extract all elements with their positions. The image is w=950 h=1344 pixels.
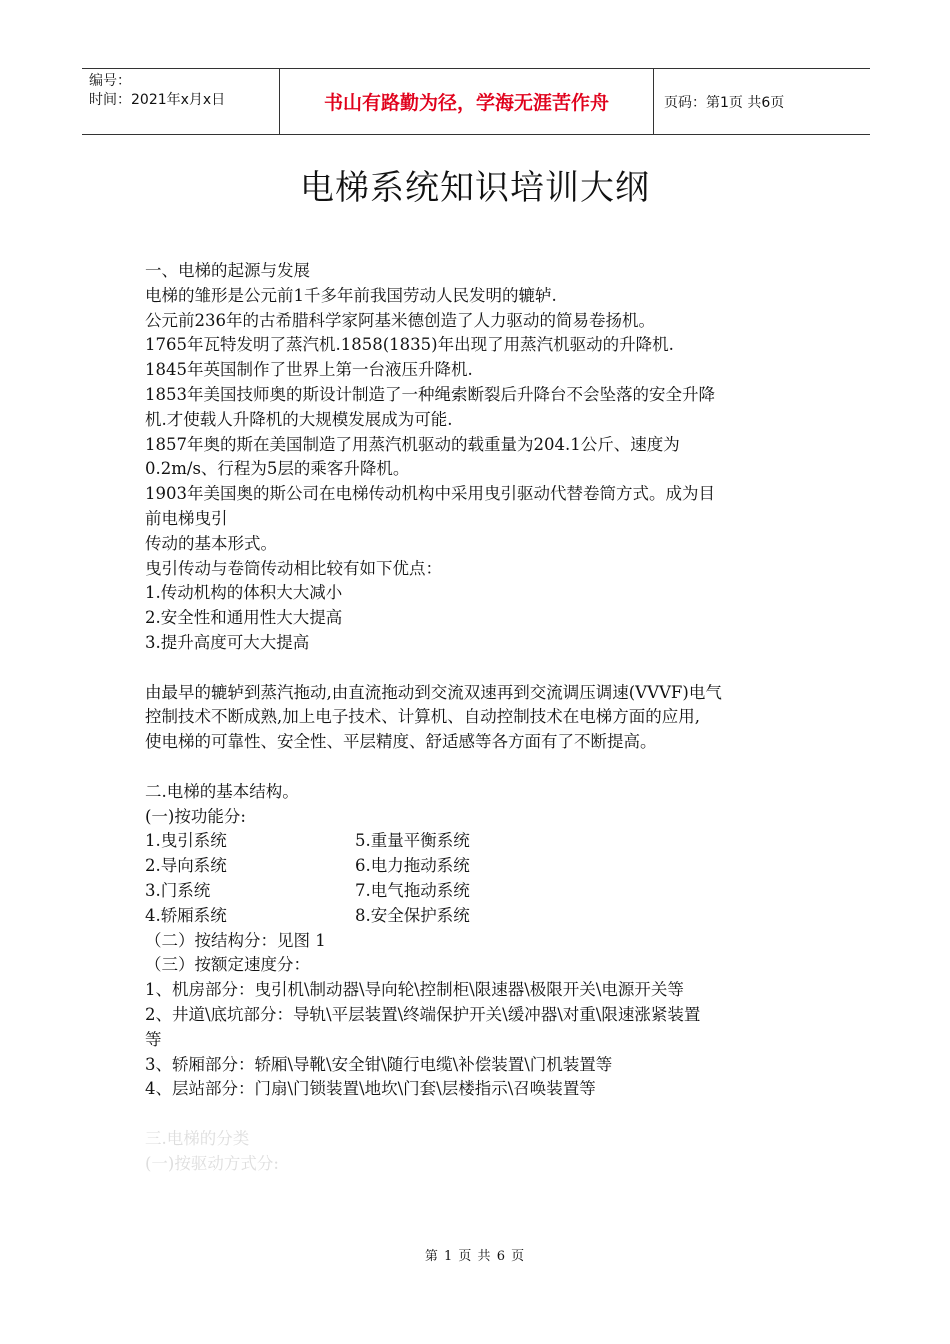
section1-line: 1853年美国技师奥的斯设计制造了一种绳索断裂后升降台不会坠落的安全升降	[145, 384, 715, 404]
function-item: 5.重量平衡系统	[355, 831, 470, 851]
by-drive-heading: (一)按驱动方式分:	[145, 1153, 279, 1173]
section1-line: 电梯的雏形是公元前1千多年前我国劳动人民发明的辘轳.	[145, 285, 557, 305]
section1-heading: 一、电梯的起源与发展	[145, 261, 310, 280]
header-meta	[82, 69, 280, 134]
paragraph-gap	[145, 755, 815, 780]
function-row	[145, 904, 815, 929]
section1-line: 公元前236年的古希腊科学家阿基米德创造了人力驱动的简易卷扬机。	[145, 310, 655, 330]
paragraph-gap	[145, 656, 815, 681]
part-line: 3、轿厢部分：轿厢\导靴\安全钳\随行电缆\补偿装置\门机装置等	[145, 1054, 613, 1074]
by-function-heading: (一)按功能分:	[145, 806, 246, 826]
function-row	[145, 879, 815, 904]
section2-heading: 二.电梯的基本结构。	[145, 781, 299, 801]
function-item: 4.轿厢系统	[145, 905, 227, 925]
part-line: 4、层站部分：门扇\门锁装置\地坎\门套\层楼指示\召唤装置等	[145, 1079, 596, 1099]
header-page-info: 页码：第1页 共6页	[664, 94, 785, 111]
part-line: 2、井道\底坑部分：导轨\平层装置\终端保护开关\缓冲器\对重\限速涨紧装置	[145, 1004, 701, 1024]
section1-line: 曳引传动与卷筒传动相比较有如下优点：	[145, 558, 442, 578]
section1-line: 1903年美国奥的斯公司在电梯传动机构中采用曳引驱动代替卷筒方式。成为目	[145, 484, 715, 504]
function-row	[145, 854, 815, 879]
function-item: 3.门系统	[145, 880, 211, 900]
header-motto: 书山有路勤为径，学海无涯苦作舟	[280, 69, 654, 134]
by-speed-heading: （三）按额定速度分：	[145, 955, 310, 975]
number-label: 编号：	[89, 73, 131, 89]
advantage-item: 3.提升高度可大大提高	[145, 632, 310, 652]
function-row	[145, 829, 815, 854]
section3-heading: 三.电梯的分类	[145, 1128, 250, 1148]
document-body	[145, 259, 815, 1176]
function-item: 1.曳引系统	[145, 831, 227, 851]
advantage-item: 2.安全性和通用性大大提高	[145, 608, 343, 628]
by-structure-heading: （二）按结构分：见图 1	[145, 930, 326, 950]
document-header	[82, 68, 870, 135]
development-paragraph-line: 使电梯的可靠性、安全性、平层精度、舒适感等各方面有了不断提高。	[145, 732, 657, 752]
section1-line: 传动的基本形式。	[145, 533, 277, 553]
development-paragraph-line: 由最早的辘轳到蒸汽拖动,由直流拖动到交流双速再到交流调压调速(VVVF)电气	[145, 682, 722, 702]
page-footer: 第 1 页 共 6 页	[424, 1249, 526, 1264]
function-item: 7.电气拖动系统	[355, 880, 470, 900]
function-item: 6.电力拖动系统	[355, 856, 470, 876]
function-item: 8.安全保护系统	[355, 905, 470, 925]
document-title: 电梯系统知识培训大纲	[300, 168, 650, 208]
section1-line: 机.才使载人升降机的大规模发展成为可能.	[145, 409, 453, 429]
section1-line: 1857年奥的斯在美国制造了用蒸汽机驱动的载重量为204.1公斤、速度为	[145, 434, 680, 454]
section1-line: 1765年瓦特发明了蒸汽机.1858(1835)年出现了用蒸汽机驱动的升降机.	[145, 335, 674, 355]
part-line: 等	[145, 1029, 162, 1049]
paragraph-gap	[145, 1102, 815, 1127]
development-paragraph-line: 控制技术不断成熟,加上电子技术、计算机、自动控制技术在电梯方面的应用,	[145, 707, 700, 727]
advantage-item: 1.传动机构的体积大大减小	[145, 583, 343, 603]
section1-line: 1845年英国制作了世界上第一台液压升降机.	[145, 360, 473, 380]
part-line: 1、机房部分：曳引机\制动器\导向轮\控制柜\限速器\极限开关\电源开关等	[145, 980, 684, 1000]
time-label: 时间：2021年x月x日	[89, 92, 226, 108]
section1-line: 前电梯曳引	[145, 508, 228, 528]
function-item: 2.导向系统	[145, 856, 227, 876]
section1-line: 0.2m/s、行程为5层的乘客升降机。	[145, 459, 410, 479]
